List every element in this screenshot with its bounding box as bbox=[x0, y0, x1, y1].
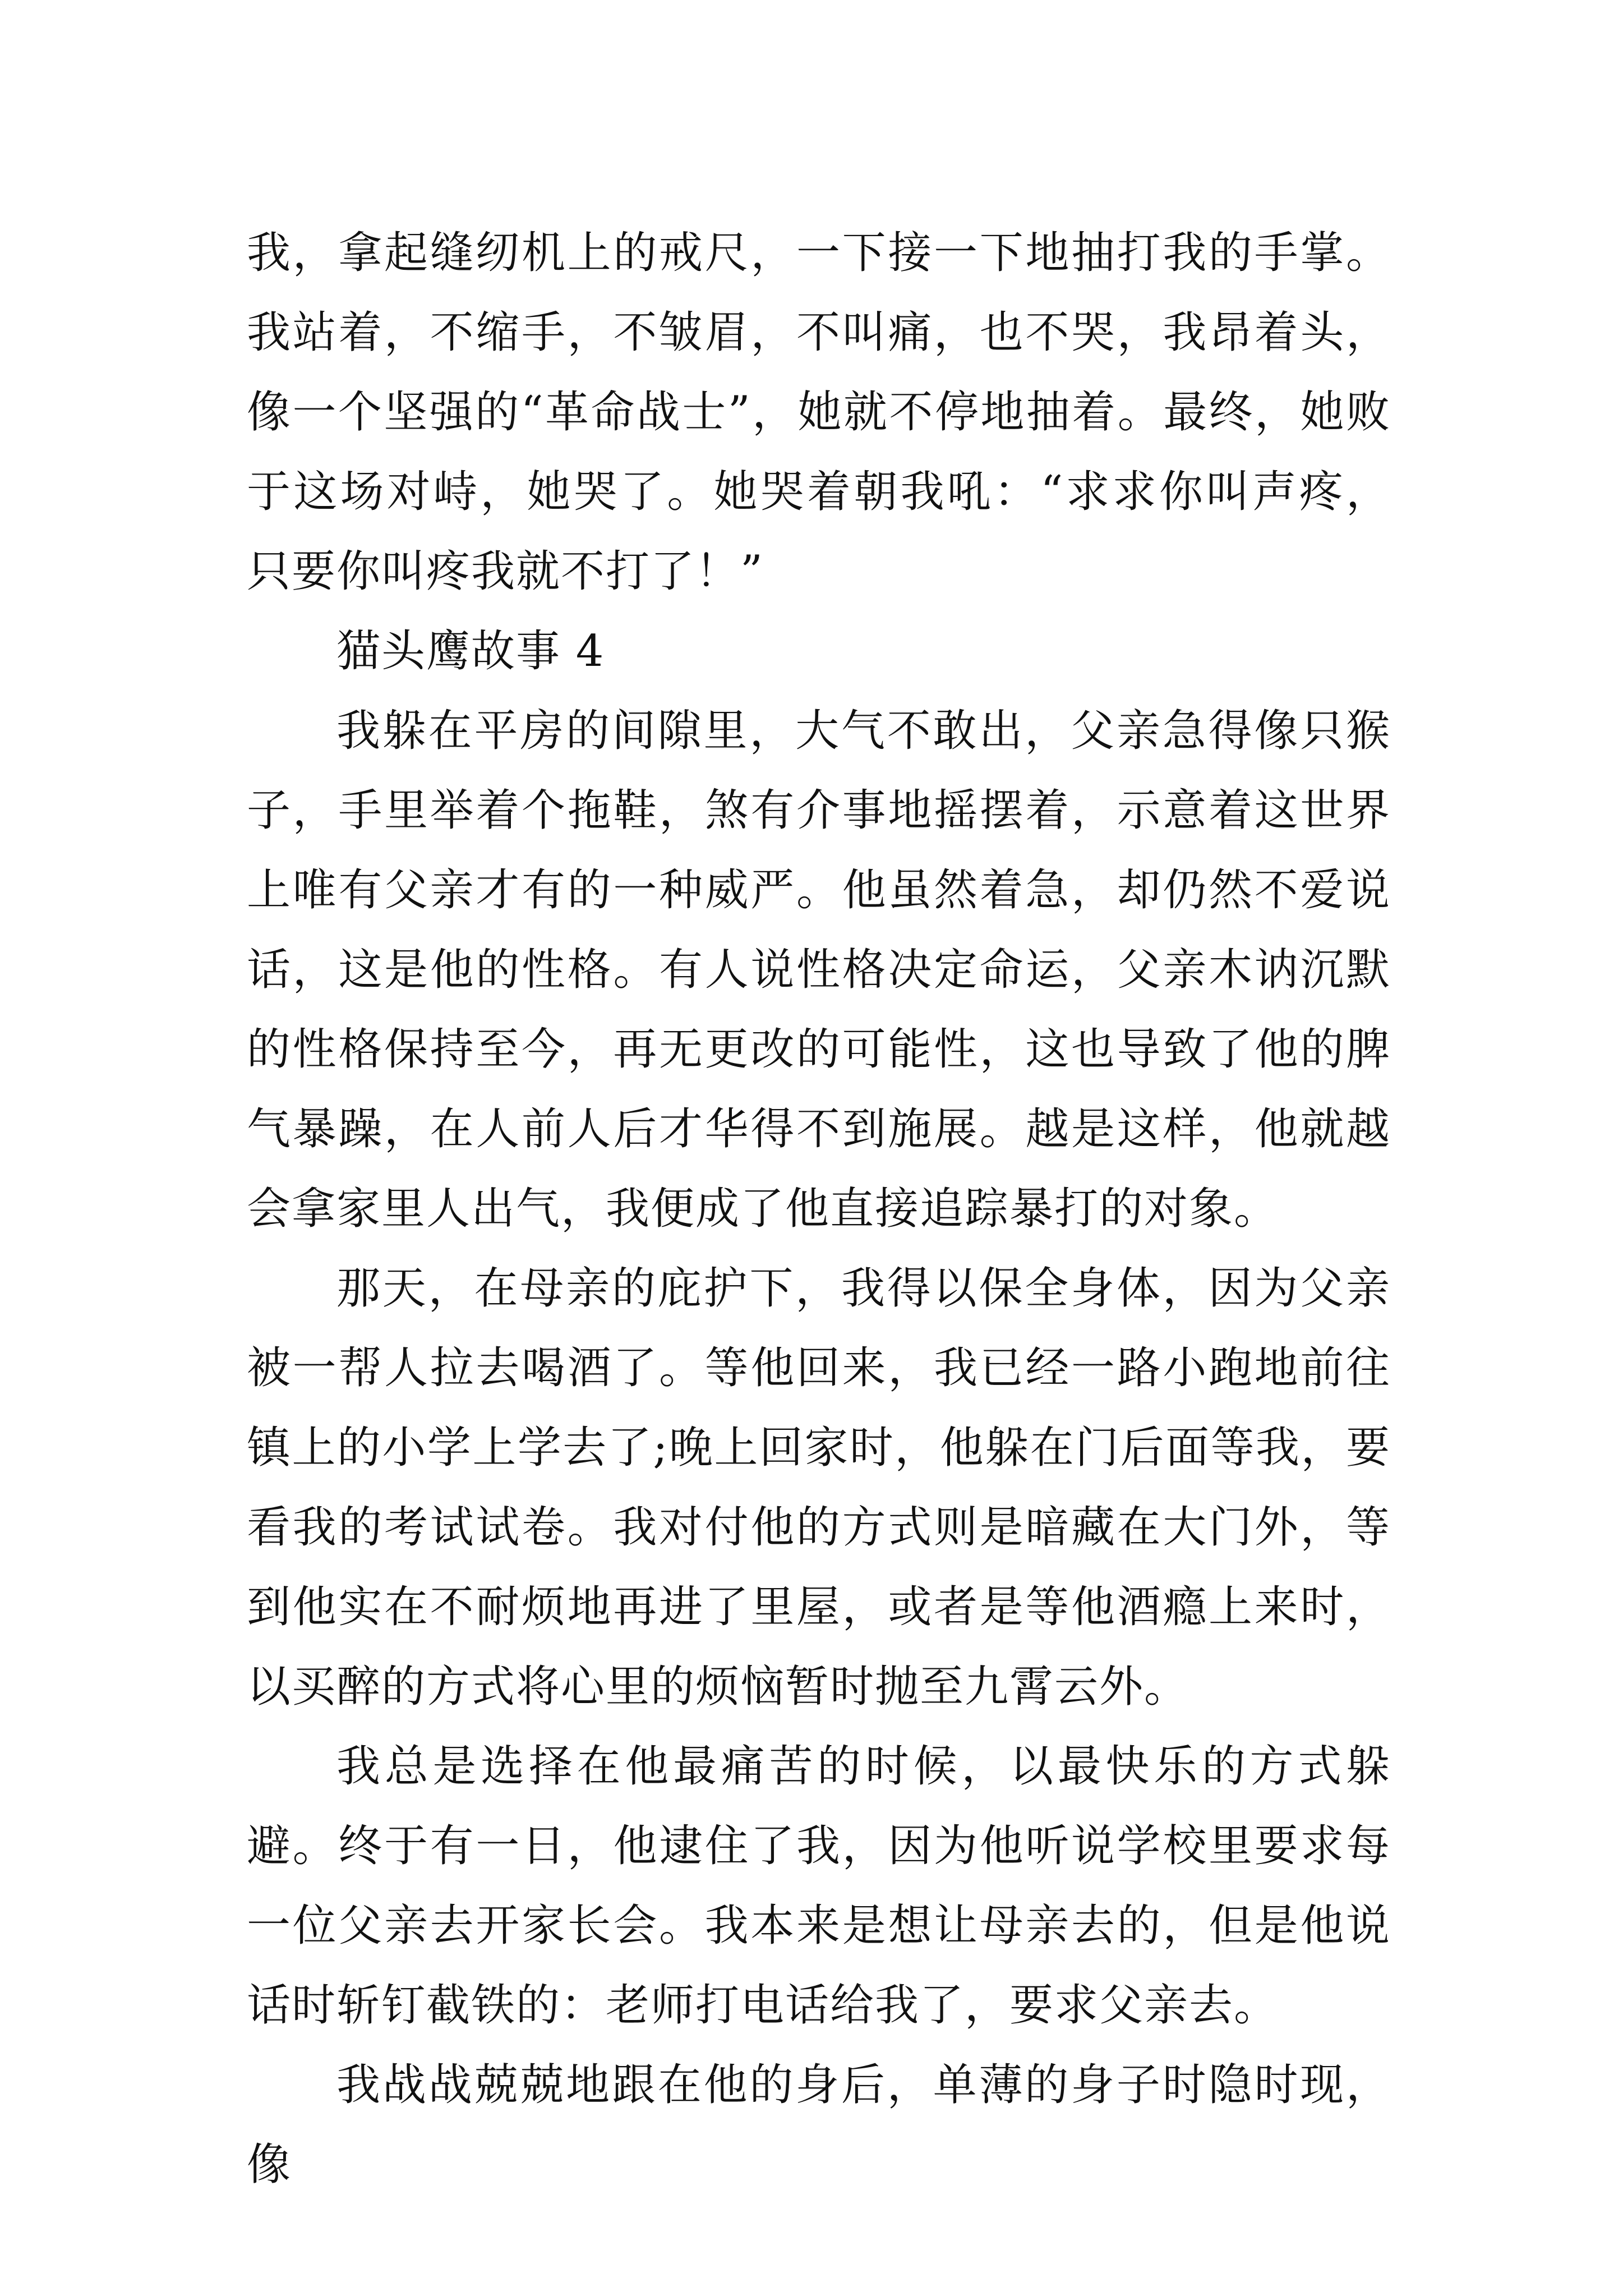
paragraph-1: 我，拿起缝纫机上的戒尺，一下接一下地抽打我的手掌。我站着，不缩手，不皱眉，不叫痛，也不哭，我昂着头，像一个坚强的“革命战士”，她就不停地抽着。最终，她败于这场对峙，她哭了。她哭着朝我吼：“求求你叫声疼，只要你叫疼我就不打了！” bbox=[247, 228, 1391, 597]
paragraph-3: 那天，在母亲的庇护下，我得以保全身体，因为父亲被一帮人拉去喝酒了。等他回来，我已经一路小跑地前往镇上的小学上学去了;晚上回家时，他躲在门后面等我，要看我的考试试卷。我对付他的方式则是暗藏在大门外，等到他实在不耐烦地再进了里屋，或者是等他酒瘾上来时，以买醉的方式将心里的烦恼暂时抛至九霄云外。 bbox=[247, 1263, 1391, 1712]
paragraph-2: 我躲在平房的间隙里，大气不敢出，父亲急得像只猴子，手里举着个拖鞋，煞有介事地摇摆着，示意着这世界上唯有父亲才有的一种威严。他虽然着急，却仍然不爱说话，这是他的性格。有人说性格决定命运，父亲木讷沉默的性格保持至今，再无更改的可能性，这也导致了他的脾气暴躁，在人前人后才华得不到施展。越是这样，他就越会拿家里人出气，我便成了他直接追踪暴打的对象。 bbox=[247, 706, 1391, 1234]
paragraph-4: 我总是选择在他最痛苦的时候，以最快乐的方式躲避。终于有一日，他逮住了我，因为他听说学校里要求每一位父亲去开家长会。我本来是想让母亲去的，但是他说话时斩钉截铁的：老师打电话给我了，要求父亲去。 bbox=[247, 1741, 1391, 2031]
section-heading: 猫头鹰故事 4 bbox=[336, 626, 605, 677]
body-text bbox=[247, 213, 1391, 2205]
paragraph-5: 我战战兢兢地跟在他的身后，单薄的身子时隐时现，像 bbox=[247, 2060, 1391, 2190]
